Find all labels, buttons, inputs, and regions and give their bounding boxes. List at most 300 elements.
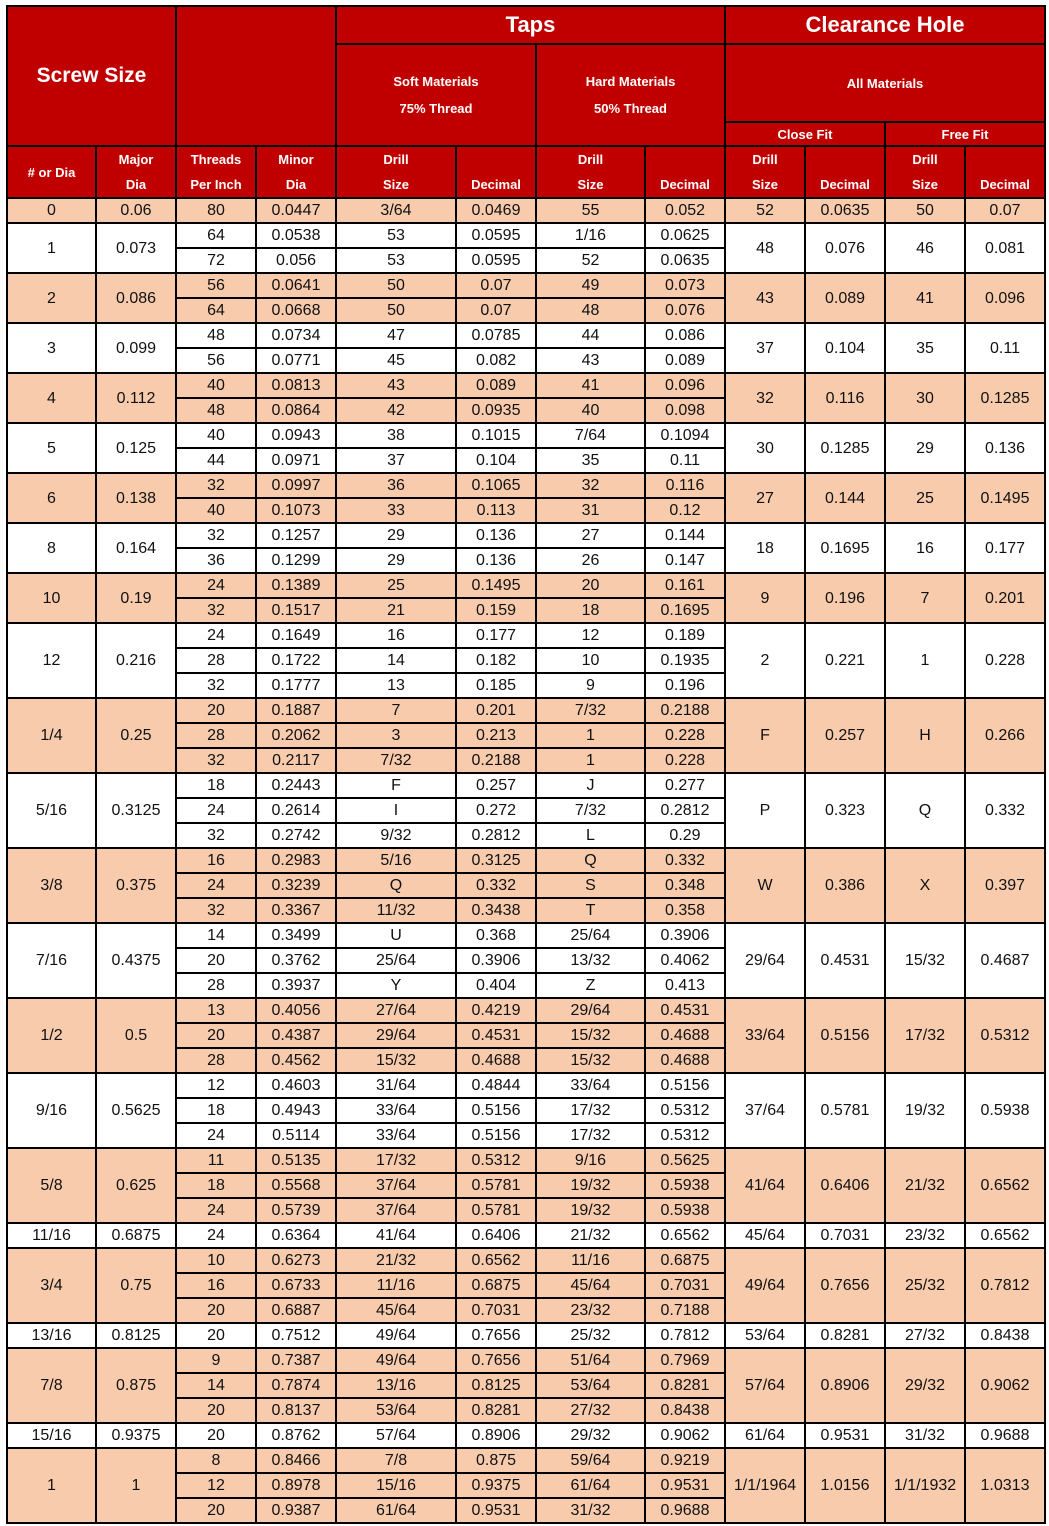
major-dia-cell: 0.125 (96, 423, 176, 473)
table-row (7, 1448, 1045, 1473)
soft-decimal-cell: 0.201 (456, 698, 536, 723)
close-fit-decimal-cell: 0.6406 (805, 1148, 885, 1223)
hard-decimal-cell: 0.144 (645, 523, 725, 548)
table-row (7, 573, 1045, 598)
col-dia-header: # or Dia (7, 146, 96, 198)
soft-drill-size-cell: 33/64 (336, 1123, 456, 1148)
screw-size-cell: 4 (7, 373, 96, 423)
soft-drill-size-cell: 36 (336, 473, 456, 498)
free-fit-decimal-cell: 0.4687 (965, 923, 1045, 998)
threads-per-inch-cell: 10 (176, 1248, 256, 1273)
threads-per-inch-cell: 24 (176, 573, 256, 598)
major-dia-cell: 0.875 (96, 1348, 176, 1423)
threads-per-inch-cell: 18 (176, 1173, 256, 1198)
free-fit-decimal-cell: 0.8438 (965, 1323, 1045, 1348)
minor-dia-cell: 0.7387 (256, 1348, 336, 1373)
free-fit-decimal-cell: 0.9062 (965, 1348, 1045, 1423)
soft-drill-size-cell: 25/64 (336, 948, 456, 973)
threads-per-inch-cell: 18 (176, 1098, 256, 1123)
hard-decimal-cell: 0.6562 (645, 1223, 725, 1248)
free-fit-drill-cell: 15/32 (885, 923, 965, 998)
free-fit-drill-cell: 41 (885, 273, 965, 323)
soft-decimal-cell: 0.177 (456, 623, 536, 648)
threads-per-inch-cell: 16 (176, 848, 256, 873)
hard-decimal-cell: 0.228 (645, 748, 725, 773)
hard-decimal-cell: 0.147 (645, 548, 725, 573)
threads-per-inch-cell: 36 (176, 548, 256, 573)
hard-drill-size-cell: 19/32 (536, 1198, 645, 1223)
free-fit-drill-cell: 17/32 (885, 998, 965, 1073)
soft-decimal-cell: 0.4531 (456, 1023, 536, 1048)
soft-drill-size-cell: 3/64 (336, 198, 456, 223)
screw-size-cell: 15/16 (7, 1423, 96, 1448)
soft-decimal-cell: 0.136 (456, 548, 536, 573)
close-fit-drill-cell: F (725, 698, 805, 773)
close-fit-decimal-cell: 0.7031 (805, 1223, 885, 1248)
hard-decimal-cell: 0.189 (645, 623, 725, 648)
screw-size-header: Screw Size (7, 6, 176, 146)
close-fit-decimal-cell: 0.076 (805, 223, 885, 273)
hard-decimal-cell: 0.073 (645, 273, 725, 298)
major-dia-cell: 0.625 (96, 1148, 176, 1223)
hard-decimal-cell: 0.7031 (645, 1273, 725, 1298)
col-close-drill-line2: Size (751, 177, 778, 192)
free-fit-decimal-cell: 0.5938 (965, 1073, 1045, 1148)
free-fit-drill-cell: 27/32 (885, 1323, 965, 1348)
threads-per-inch-cell: 20 (176, 1298, 256, 1323)
hard-drill-size-cell: 31 (536, 498, 645, 523)
col-close-drill-header (725, 146, 805, 198)
close-fit-decimal-cell: 0.1695 (805, 523, 885, 573)
table-row (7, 373, 1045, 398)
free-fit-decimal-cell: 0.6562 (965, 1223, 1045, 1248)
major-dia-cell: 0.164 (96, 523, 176, 573)
screw-size-cell: 1 (7, 1448, 96, 1523)
hard-decimal-cell: 0.4531 (645, 998, 725, 1023)
soft-decimal-cell: 0.257 (456, 773, 536, 798)
table-row (7, 848, 1045, 873)
free-fit-decimal-cell: 0.1285 (965, 373, 1045, 423)
threads-per-inch-cell: 32 (176, 673, 256, 698)
free-fit-drill-cell: 1/1/1932 (885, 1448, 965, 1523)
threads-per-inch-cell: 40 (176, 498, 256, 523)
minor-dia-cell: 0.6733 (256, 1273, 336, 1298)
hard-materials-label: Hard Materials (585, 74, 676, 89)
free-fit-drill-cell: 16 (885, 523, 965, 573)
threads-per-inch-cell: 12 (176, 1073, 256, 1098)
screw-size-cell: 12 (7, 623, 96, 698)
soft-drill-size-cell: 27/64 (336, 998, 456, 1023)
minor-dia-cell: 0.5568 (256, 1173, 336, 1198)
hard-drill-size-cell: 17/32 (536, 1123, 645, 1148)
hard-drill-size-cell: 21/32 (536, 1223, 645, 1248)
threads-per-inch-cell: 24 (176, 873, 256, 898)
free-fit-decimal-cell: 0.266 (965, 698, 1045, 773)
hard-drill-size-cell: 12 (536, 623, 645, 648)
minor-dia-cell: 0.9387 (256, 1498, 336, 1523)
close-fit-drill-cell: 43 (725, 273, 805, 323)
close-fit-decimal-cell: 0.5781 (805, 1073, 885, 1148)
table-row (7, 1248, 1045, 1273)
col-free-drill-line2: Size (911, 177, 938, 192)
free-fit-drill-cell: H (885, 698, 965, 773)
threads-per-inch-cell: 28 (176, 723, 256, 748)
hard-drill-size-cell: 52 (536, 248, 645, 273)
screw-size-cell: 9/16 (7, 1073, 96, 1148)
free-fit-decimal-cell: 1.0313 (965, 1448, 1045, 1523)
free-fit-header: Free Fit (885, 122, 1045, 146)
hard-drill-size-cell: J (536, 773, 645, 798)
threads-per-inch-cell: 28 (176, 1048, 256, 1073)
minor-dia-cell: 0.0943 (256, 423, 336, 448)
close-fit-decimal-cell: 0.0635 (805, 198, 885, 223)
hard-drill-size-cell: 9/16 (536, 1148, 645, 1173)
close-fit-decimal-cell: 0.8906 (805, 1348, 885, 1423)
minor-dia-cell: 0.2443 (256, 773, 336, 798)
threads-per-inch-cell: 11 (176, 1148, 256, 1173)
threads-per-inch-cell: 32 (176, 598, 256, 623)
soft-decimal-cell: 0.1015 (456, 423, 536, 448)
soft-decimal-cell: 0.368 (456, 923, 536, 948)
hard-decimal-cell: 0.9062 (645, 1423, 725, 1448)
soft-decimal-cell: 0.7656 (456, 1348, 536, 1373)
hard-drill-size-cell: 45/64 (536, 1273, 645, 1298)
hard-drill-size-cell: 43 (536, 348, 645, 373)
minor-dia-cell: 0.2983 (256, 848, 336, 873)
soft-thread-label: 75% Thread (399, 101, 473, 116)
table-row (7, 1223, 1045, 1248)
minor-dia-cell: 0.5739 (256, 1198, 336, 1223)
major-dia-cell: 0.5 (96, 998, 176, 1073)
close-fit-decimal-cell: 0.7656 (805, 1248, 885, 1323)
close-fit-decimal-cell: 0.323 (805, 773, 885, 848)
hard-drill-size-cell: 18 (536, 598, 645, 623)
soft-decimal-cell: 0.5312 (456, 1148, 536, 1173)
hard-decimal-cell: 0.1935 (645, 648, 725, 673)
free-fit-drill-cell: 46 (885, 223, 965, 273)
close-fit-drill-cell: P (725, 773, 805, 848)
soft-decimal-cell: 0.4844 (456, 1073, 536, 1098)
hard-drill-size-cell: 1 (536, 748, 645, 773)
minor-dia-cell: 0.3239 (256, 873, 336, 898)
table-row (7, 273, 1045, 298)
free-fit-decimal-cell: 0.5312 (965, 998, 1045, 1073)
table-row (7, 1423, 1045, 1448)
threads-per-inch-cell: 24 (176, 623, 256, 648)
free-fit-decimal-cell: 0.397 (965, 848, 1045, 923)
free-fit-decimal-cell: 0.7812 (965, 1248, 1045, 1323)
hard-drill-size-cell: S (536, 873, 645, 898)
soft-drill-size-cell: 47 (336, 323, 456, 348)
soft-drill-size-cell: 53 (336, 223, 456, 248)
screw-size-cell: 8 (7, 523, 96, 573)
hard-decimal-cell: 0.8281 (645, 1373, 725, 1398)
soft-drill-size-cell: 29 (336, 523, 456, 548)
hard-drill-size-cell: 20 (536, 573, 645, 598)
col-hard-decimal-label: Decimal (660, 177, 710, 192)
soft-decimal-cell: 0.1065 (456, 473, 536, 498)
free-fit-decimal-cell: 0.6562 (965, 1148, 1045, 1223)
soft-decimal-cell: 0.185 (456, 673, 536, 698)
col-major-line2: Dia (125, 177, 147, 192)
soft-drill-size-cell: 7/32 (336, 748, 456, 773)
hard-drill-size-cell: 15/32 (536, 1048, 645, 1073)
hard-decimal-cell: 0.4688 (645, 1048, 725, 1073)
soft-drill-size-cell: 29/64 (336, 1023, 456, 1048)
soft-drill-size-cell: 17/32 (336, 1148, 456, 1173)
soft-drill-size-cell: 31/64 (336, 1073, 456, 1098)
major-dia-cell: 0.06 (96, 198, 176, 223)
minor-dia-cell: 0.1777 (256, 673, 336, 698)
close-fit-header: Close Fit (725, 122, 885, 146)
soft-drill-size-cell: 33/64 (336, 1098, 456, 1123)
col-major-header (96, 146, 176, 198)
col-close-decimal-header (805, 146, 885, 198)
hard-decimal-cell: 0.052 (645, 198, 725, 223)
soft-decimal-cell: 0.8906 (456, 1423, 536, 1448)
free-fit-drill-cell: 25 (885, 473, 965, 523)
hard-drill-size-cell: 15/32 (536, 1023, 645, 1048)
hard-drill-size-cell: 23/32 (536, 1298, 645, 1323)
hard-drill-size-cell: 40 (536, 398, 645, 423)
all-materials-header: All Materials (725, 44, 1045, 122)
minor-dia-cell: 0.5135 (256, 1148, 336, 1173)
hard-drill-size-cell: L (536, 823, 645, 848)
major-dia-cell: 0.073 (96, 223, 176, 273)
soft-decimal-cell: 0.113 (456, 498, 536, 523)
close-fit-drill-cell: 48 (725, 223, 805, 273)
hard-drill-size-cell: 17/32 (536, 1098, 645, 1123)
minor-dia-cell: 0.2614 (256, 798, 336, 823)
col-hard-drill-header (536, 146, 645, 198)
clearance-hole-header: Clearance Hole (725, 6, 1045, 44)
hard-decimal-cell: 0.5938 (645, 1198, 725, 1223)
taps-header: Taps (336, 6, 725, 44)
threads-per-inch-cell: 18 (176, 773, 256, 798)
soft-drill-size-cell: 53/64 (336, 1398, 456, 1423)
hard-drill-size-cell: Q (536, 848, 645, 873)
close-fit-drill-cell: 37/64 (725, 1073, 805, 1148)
hard-decimal-cell: 0.116 (645, 473, 725, 498)
col-soft-decimal-label: Decimal (471, 177, 521, 192)
threads-per-inch-cell: 24 (176, 1223, 256, 1248)
soft-drill-size-cell: 21/32 (336, 1248, 456, 1273)
col-close-drill-line1: Drill (752, 152, 778, 167)
threads-per-inch-cell: 20 (176, 1023, 256, 1048)
free-fit-drill-cell: 23/32 (885, 1223, 965, 1248)
soft-drill-size-cell: 37 (336, 448, 456, 473)
soft-drill-size-cell: 21 (336, 598, 456, 623)
major-dia-cell: 0.375 (96, 848, 176, 923)
close-fit-decimal-cell: 1.0156 (805, 1448, 885, 1523)
table-row (7, 623, 1045, 648)
col-soft-drill-header (336, 146, 456, 198)
close-fit-drill-cell: 33/64 (725, 998, 805, 1073)
close-fit-decimal-cell: 0.089 (805, 273, 885, 323)
free-fit-drill-cell: X (885, 848, 965, 923)
soft-drill-size-cell: 41/64 (336, 1223, 456, 1248)
minor-dia-cell: 0.2117 (256, 748, 336, 773)
soft-drill-size-cell: 53 (336, 248, 456, 273)
soft-decimal-cell: 0.213 (456, 723, 536, 748)
soft-decimal-cell: 0.2812 (456, 823, 536, 848)
col-soft-decimal-header (456, 146, 536, 198)
hard-decimal-cell: 0.332 (645, 848, 725, 873)
col-minor-line1: Minor (278, 152, 314, 167)
soft-drill-size-cell: 7/8 (336, 1448, 456, 1473)
hard-materials-header (536, 44, 725, 146)
major-dia-cell: 0.6875 (96, 1223, 176, 1248)
col-threads-line1: Threads (190, 152, 242, 167)
hard-decimal-cell: 0.9688 (645, 1498, 725, 1523)
threads-per-inch-cell: 64 (176, 223, 256, 248)
col-minor-header (256, 146, 336, 198)
major-dia-cell: 0.086 (96, 273, 176, 323)
hard-decimal-cell: 0.096 (645, 373, 725, 398)
close-fit-drill-cell: 45/64 (725, 1223, 805, 1248)
minor-dia-cell: 0.1257 (256, 523, 336, 548)
minor-dia-cell: 0.0813 (256, 373, 336, 398)
threads-per-inch-cell: 28 (176, 973, 256, 998)
close-fit-drill-cell: 29/64 (725, 923, 805, 998)
minor-dia-cell: 0.1722 (256, 648, 336, 673)
soft-decimal-cell: 0.6406 (456, 1223, 536, 1248)
free-fit-drill-cell: 25/32 (885, 1248, 965, 1323)
threads-per-inch-cell: 32 (176, 473, 256, 498)
major-dia-cell: 0.8125 (96, 1323, 176, 1348)
close-fit-decimal-cell: 0.196 (805, 573, 885, 623)
minor-dia-cell: 0.1649 (256, 623, 336, 648)
hard-drill-size-cell: 7/32 (536, 798, 645, 823)
table-row (7, 698, 1045, 723)
hard-decimal-cell: 0.8438 (645, 1398, 725, 1423)
hard-decimal-cell: 0.076 (645, 298, 725, 323)
hard-decimal-cell: 0.4688 (645, 1023, 725, 1048)
hard-decimal-cell: 0.5312 (645, 1098, 725, 1123)
soft-decimal-cell: 0.2188 (456, 748, 536, 773)
hard-drill-size-cell: 32 (536, 473, 645, 498)
threads-per-inch-cell: 32 (176, 823, 256, 848)
soft-decimal-cell: 0.0469 (456, 198, 536, 223)
free-fit-decimal-cell: 0.1495 (965, 473, 1045, 523)
threads-per-inch-cell: 8 (176, 1448, 256, 1473)
soft-decimal-cell: 0.9531 (456, 1498, 536, 1523)
soft-drill-size-cell: 25 (336, 573, 456, 598)
close-fit-drill-cell: 32 (725, 373, 805, 423)
soft-decimal-cell: 0.5781 (456, 1173, 536, 1198)
threads-per-inch-cell: 40 (176, 373, 256, 398)
threads-per-inch-cell: 13 (176, 998, 256, 1023)
table-row (7, 1323, 1045, 1348)
hard-decimal-cell: 0.098 (645, 398, 725, 423)
hard-decimal-cell: 0.9531 (645, 1473, 725, 1498)
screw-size-cell: 1 (7, 223, 96, 273)
soft-decimal-cell: 0.3438 (456, 898, 536, 923)
minor-dia-cell: 0.0538 (256, 223, 336, 248)
table-row (7, 773, 1045, 798)
hard-drill-size-cell: 27 (536, 523, 645, 548)
minor-dia-cell: 0.056 (256, 248, 336, 273)
minor-dia-cell: 0.2062 (256, 723, 336, 748)
col-close-decimal-label: Decimal (820, 177, 870, 192)
hard-decimal-cell: 0.277 (645, 773, 725, 798)
hard-drill-size-cell: 48 (536, 298, 645, 323)
close-fit-decimal-cell: 0.5156 (805, 998, 885, 1073)
minor-dia-cell: 0.3937 (256, 973, 336, 998)
major-dia-cell: 0.9375 (96, 1423, 176, 1448)
table-row (7, 473, 1045, 498)
close-fit-decimal-cell: 0.144 (805, 473, 885, 523)
threads-per-inch-cell: 20 (176, 1323, 256, 1348)
soft-decimal-cell: 0.9375 (456, 1473, 536, 1498)
soft-drill-size-cell: 50 (336, 273, 456, 298)
minor-dia-cell: 0.1073 (256, 498, 336, 523)
soft-drill-size-cell: 13 (336, 673, 456, 698)
hard-decimal-cell: 0.5625 (645, 1148, 725, 1173)
hard-drill-size-cell: 53/64 (536, 1373, 645, 1398)
soft-drill-size-cell: Y (336, 973, 456, 998)
soft-drill-size-cell: F (336, 773, 456, 798)
close-fit-drill-cell: 52 (725, 198, 805, 223)
minor-dia-cell: 0.3367 (256, 898, 336, 923)
hard-decimal-cell: 0.228 (645, 723, 725, 748)
hard-drill-size-cell: 7/32 (536, 698, 645, 723)
hard-drill-size-cell: 29/32 (536, 1423, 645, 1448)
threads-per-inch-cell: 56 (176, 273, 256, 298)
soft-drill-size-cell: I (336, 798, 456, 823)
hard-drill-size-cell: T (536, 898, 645, 923)
hard-decimal-cell: 0.7969 (645, 1348, 725, 1373)
threads-per-inch-cell: 20 (176, 1423, 256, 1448)
minor-dia-cell: 0.1299 (256, 548, 336, 573)
free-fit-decimal-cell: 0.136 (965, 423, 1045, 473)
soft-decimal-cell: 0.07 (456, 273, 536, 298)
minor-dia-cell: 0.6887 (256, 1298, 336, 1323)
minor-dia-cell: 0.4056 (256, 998, 336, 1023)
hard-decimal-cell: 0.0625 (645, 223, 725, 248)
hard-decimal-cell: 0.1695 (645, 598, 725, 623)
hard-drill-size-cell: 29/64 (536, 998, 645, 1023)
soft-decimal-cell: 0.7031 (456, 1298, 536, 1323)
tap-drill-chart (6, 5, 1046, 1524)
col-free-decimal-header (965, 146, 1045, 198)
free-fit-drill-cell: 50 (885, 198, 965, 223)
free-fit-decimal-cell: 0.081 (965, 223, 1045, 273)
hard-decimal-cell: 0.2812 (645, 798, 725, 823)
soft-decimal-cell: 0.136 (456, 523, 536, 548)
close-fit-decimal-cell: 0.8281 (805, 1323, 885, 1348)
hard-decimal-cell: 0.161 (645, 573, 725, 598)
minor-dia-cell: 0.0447 (256, 198, 336, 223)
free-fit-drill-cell: Q (885, 773, 965, 848)
minor-dia-cell: 0.4387 (256, 1023, 336, 1048)
hard-drill-size-cell: 51/64 (536, 1348, 645, 1373)
soft-decimal-cell: 0.272 (456, 798, 536, 823)
table-row (7, 523, 1045, 548)
hard-drill-size-cell: 44 (536, 323, 645, 348)
screw-size-cell: 3 (7, 323, 96, 373)
screw-size-cell: 0 (7, 198, 96, 223)
soft-drill-size-cell: 37/64 (336, 1173, 456, 1198)
soft-drill-size-cell: 13/16 (336, 1373, 456, 1398)
soft-drill-size-cell: 15/32 (336, 1048, 456, 1073)
soft-drill-size-cell: 9/32 (336, 823, 456, 848)
close-fit-drill-cell: 27 (725, 473, 805, 523)
hard-decimal-cell: 0.086 (645, 323, 725, 348)
hard-drill-size-cell: 7/64 (536, 423, 645, 448)
minor-dia-cell: 0.4562 (256, 1048, 336, 1073)
hard-decimal-cell: 0.5156 (645, 1073, 725, 1098)
